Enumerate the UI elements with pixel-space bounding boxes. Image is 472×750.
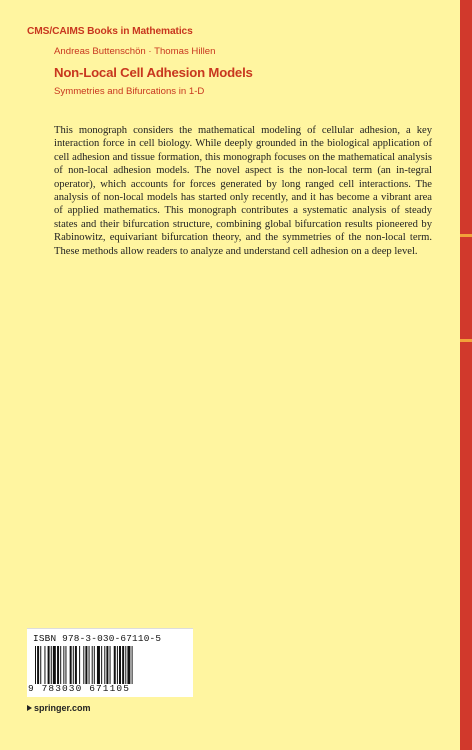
publisher-url: springer.com — [34, 703, 91, 713]
spine-strip — [460, 0, 472, 750]
series-title: CMS/CAIMS Books in Mathematics — [27, 26, 193, 37]
arrow-icon — [27, 705, 32, 711]
spine-mark-lower — [460, 339, 472, 342]
authors: Andreas Buttenschön · Thomas Hillen — [54, 46, 216, 57]
spine-mark-upper — [460, 234, 472, 237]
barcode-icon — [35, 646, 189, 684]
barcode-digits: 9 783030 671105 — [28, 683, 131, 694]
back-cover-blurb: This monograph considers the mathematical modeling of cellular adhesion, a key interaction force in cell biology. While deeply grounded in the biological application of cell adhesion and tissue formation, this monograph focuses on the mathematical analysis of non-local adhesion models. The novel aspect is the non-local term (an in-tegral operator), which accounts for forces generated by long ranged cell interactions. The analysis of non-local models has started only recently, and it has become a vibrant area of applied mathematics. This monograph contributes a systematic analysis of steady states and their bifurcation structure, combining global bifurcation results pioneered by Rabinowitz, equivariant bifurcation theory, and the symmetries of the non-local term. These methods allow readers to analyze and understand cell adhesion on a deep level. — [54, 125, 432, 257]
barcode-box — [27, 628, 193, 697]
book-subtitle: Symmetries and Bifurcations in 1-D — [54, 86, 205, 97]
book-title: Non-Local Cell Adhesion Models — [54, 65, 253, 80]
publisher-link[interactable] — [27, 703, 91, 713]
isbn-label: ISBN 978-3-030-67110-5 — [33, 633, 162, 644]
